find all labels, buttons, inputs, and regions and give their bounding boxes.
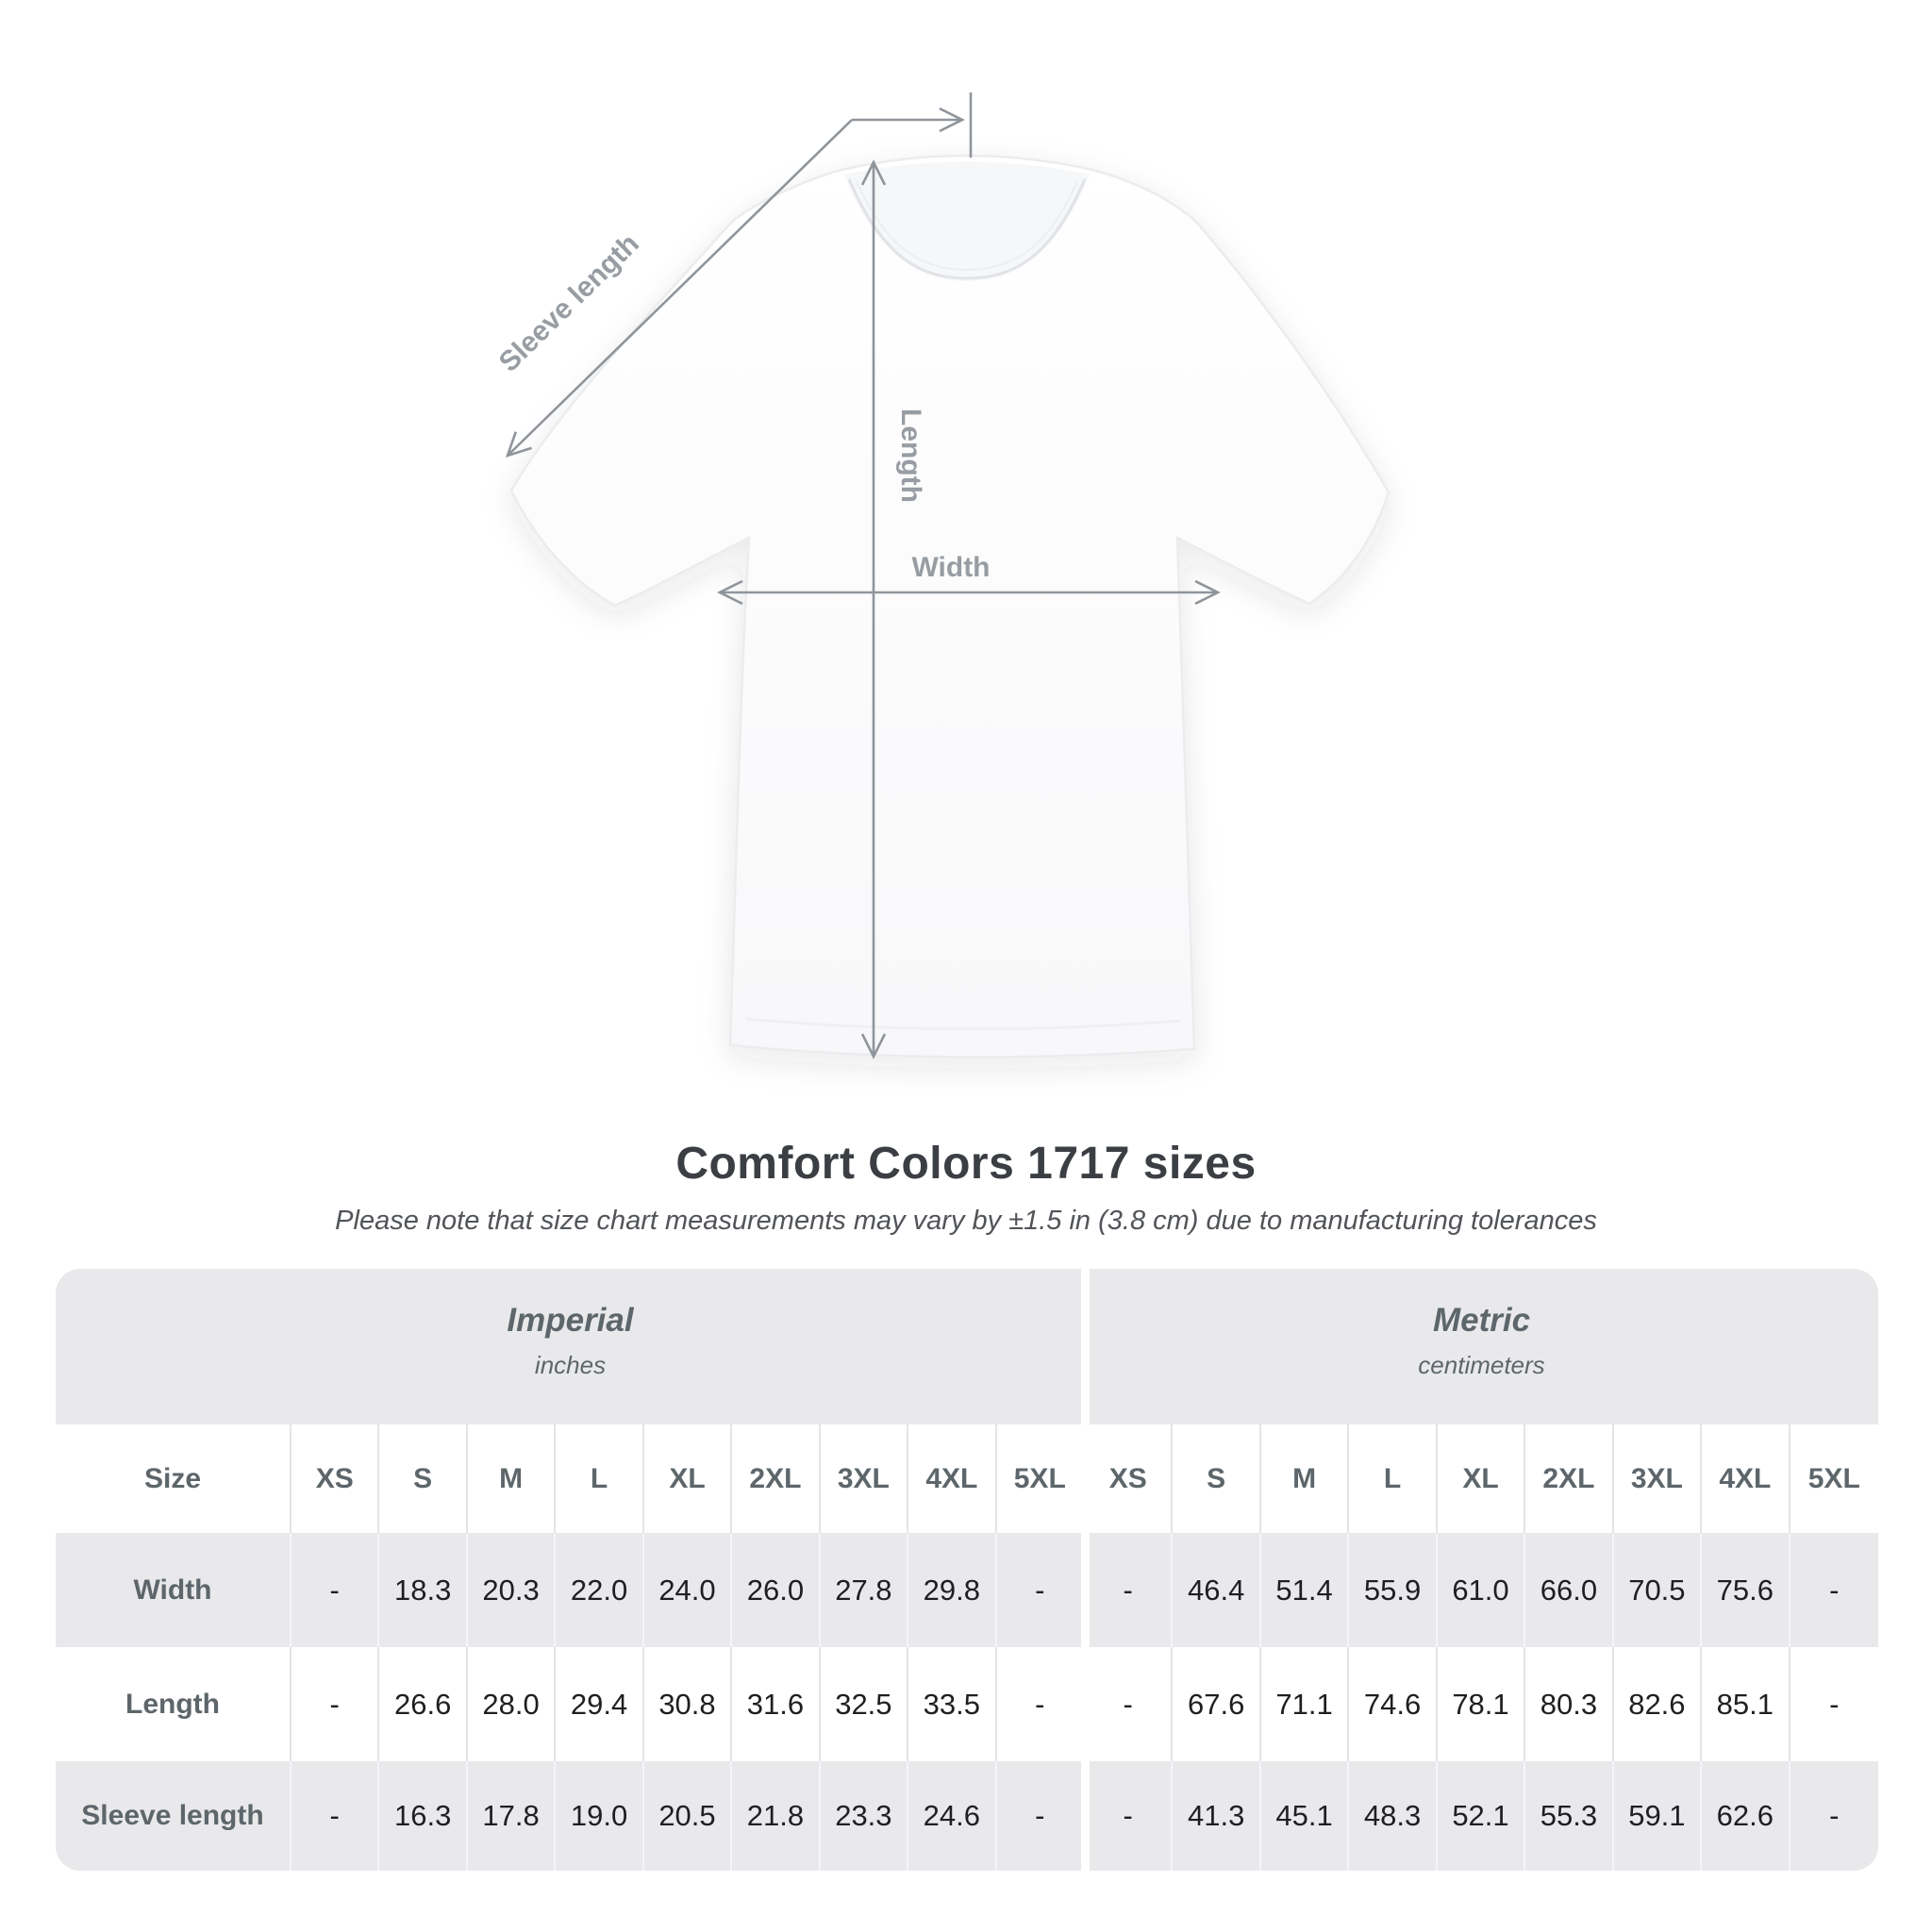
size-col-header: XS — [291, 1424, 379, 1533]
value-cell: - — [997, 1761, 1085, 1871]
size-header-row — [56, 1424, 1878, 1533]
value-cell: 75.6 — [1702, 1533, 1790, 1647]
value-cell: - — [1085, 1533, 1173, 1647]
value-cell: 18.3 — [379, 1533, 467, 1647]
metric-label: Metric — [1432, 1302, 1531, 1339]
size-col-header: 4XL — [908, 1424, 996, 1533]
tolerance-note: Please note that size chart measurements may vary by ±1.5 in (3.8 cm) due to manufacturing tolerances — [335, 1206, 1597, 1236]
value-cell: 26.0 — [732, 1533, 820, 1647]
value-cell: 31.6 — [732, 1647, 820, 1761]
size-col-header: 5XL — [1807, 1462, 1860, 1494]
value-cell: 30.8 — [644, 1647, 732, 1761]
value-cell: 85.1 — [1702, 1647, 1790, 1761]
value-cell: 17.8 — [468, 1761, 556, 1871]
value-cell: - — [291, 1647, 379, 1761]
value-cell: 48.3 — [1349, 1761, 1437, 1871]
table-row-length — [56, 1647, 1878, 1761]
tshirt-shape — [511, 156, 1389, 1058]
size-col-header: 2XL — [732, 1424, 820, 1533]
page-title: Comfort Colors 1717 sizes — [675, 1139, 1257, 1189]
value-cell: 28.0 — [468, 1647, 556, 1761]
value-cell: 74.6 — [1349, 1647, 1437, 1761]
row-label-sleeve-length: Sleeve length — [56, 1761, 291, 1871]
value-cell: 55.9 — [1349, 1533, 1437, 1647]
size-col-header: L — [1349, 1424, 1437, 1533]
row-label-width: Width — [56, 1533, 291, 1647]
unit-divider — [1081, 1269, 1090, 1871]
size-table — [56, 1269, 1878, 1871]
value-cell: - — [1085, 1647, 1173, 1761]
value-cell: 20.3 — [468, 1533, 556, 1647]
table-row-sleeve-length — [56, 1761, 1878, 1871]
value-cell: 51.4 — [1261, 1533, 1349, 1647]
value-cell: - — [997, 1533, 1085, 1647]
value-cell: 59.1 — [1614, 1761, 1702, 1871]
value-cell: 16.3 — [379, 1761, 467, 1871]
value-cell: 78.1 — [1438, 1647, 1525, 1761]
value-cell: 24.0 — [644, 1533, 732, 1647]
value-cell: 80.3 — [1525, 1647, 1613, 1761]
value-cell: - — [291, 1761, 379, 1871]
size-col-header: XL — [1438, 1424, 1525, 1533]
value-cell: 29.4 — [556, 1647, 643, 1761]
size-col-header: XL — [644, 1424, 732, 1533]
imperial-header — [56, 1269, 1085, 1424]
size-col-header: S — [1173, 1424, 1260, 1533]
value-cell: 22.0 — [556, 1533, 643, 1647]
sleeve-length-label: Sleeve length — [492, 227, 645, 378]
tshirt-image — [511, 156, 1389, 1058]
size-col-header: 3XL — [1614, 1424, 1702, 1533]
value-cell: 32.5 — [821, 1647, 908, 1761]
value-cell: - — [997, 1647, 1085, 1761]
value-cell: 41.3 — [1173, 1761, 1260, 1871]
size-col-header: 3XL — [821, 1424, 908, 1533]
value-cell: 45.1 — [1261, 1761, 1349, 1871]
size-col-header: 5XL — [997, 1424, 1085, 1533]
value-cell: 62.6 — [1702, 1761, 1790, 1871]
size-col-header: L — [556, 1424, 643, 1533]
imperial-label: Imperial — [507, 1302, 634, 1339]
value-cell: 21.8 — [732, 1761, 820, 1871]
value-cell: 46.4 — [1173, 1533, 1260, 1647]
table-row-width — [56, 1533, 1878, 1647]
value-cell: 70.5 — [1614, 1533, 1702, 1647]
value-cell: 24.6 — [908, 1761, 996, 1871]
value-cell: 61.0 — [1438, 1533, 1525, 1647]
size-col-header: M — [1261, 1424, 1349, 1533]
unit-header-band — [56, 1269, 1878, 1424]
value-cell: 26.6 — [379, 1647, 467, 1761]
metric-header — [1085, 1269, 1878, 1424]
value-cell: 67.6 — [1173, 1647, 1260, 1761]
value-cell: 66.0 — [1525, 1533, 1613, 1647]
value-cell: - — [1829, 1799, 1840, 1832]
value-cell: - — [291, 1533, 379, 1647]
value-cell: 23.3 — [821, 1761, 908, 1871]
size-row-header: Size — [56, 1424, 291, 1533]
imperial-unit-label: inches — [534, 1351, 607, 1379]
value-cell: 52.1 — [1438, 1761, 1525, 1871]
value-cell: - — [1085, 1761, 1173, 1871]
size-col-header: 2XL — [1525, 1424, 1613, 1533]
value-cell: 55.3 — [1525, 1761, 1613, 1871]
width-label: Width — [911, 552, 991, 583]
value-cell: 82.6 — [1614, 1647, 1702, 1761]
value-cell: 71.1 — [1261, 1647, 1349, 1761]
metric-unit-label: centimeters — [1418, 1351, 1545, 1379]
size-col-header: XS — [1085, 1424, 1173, 1533]
value-cell: 19.0 — [556, 1761, 643, 1871]
row-label-length: Length — [56, 1647, 291, 1761]
length-label: Length — [895, 408, 926, 503]
value-cell: - — [1829, 1573, 1840, 1607]
size-col-header: M — [468, 1424, 556, 1533]
value-cell: 29.8 — [908, 1533, 996, 1647]
value-cell: 27.8 — [821, 1533, 908, 1647]
size-col-header: S — [379, 1424, 467, 1533]
value-cell: 20.5 — [644, 1761, 732, 1871]
size-col-header: 4XL — [1702, 1424, 1790, 1533]
value-cell: - — [1829, 1687, 1840, 1721]
value-cell: 33.5 — [908, 1647, 996, 1761]
